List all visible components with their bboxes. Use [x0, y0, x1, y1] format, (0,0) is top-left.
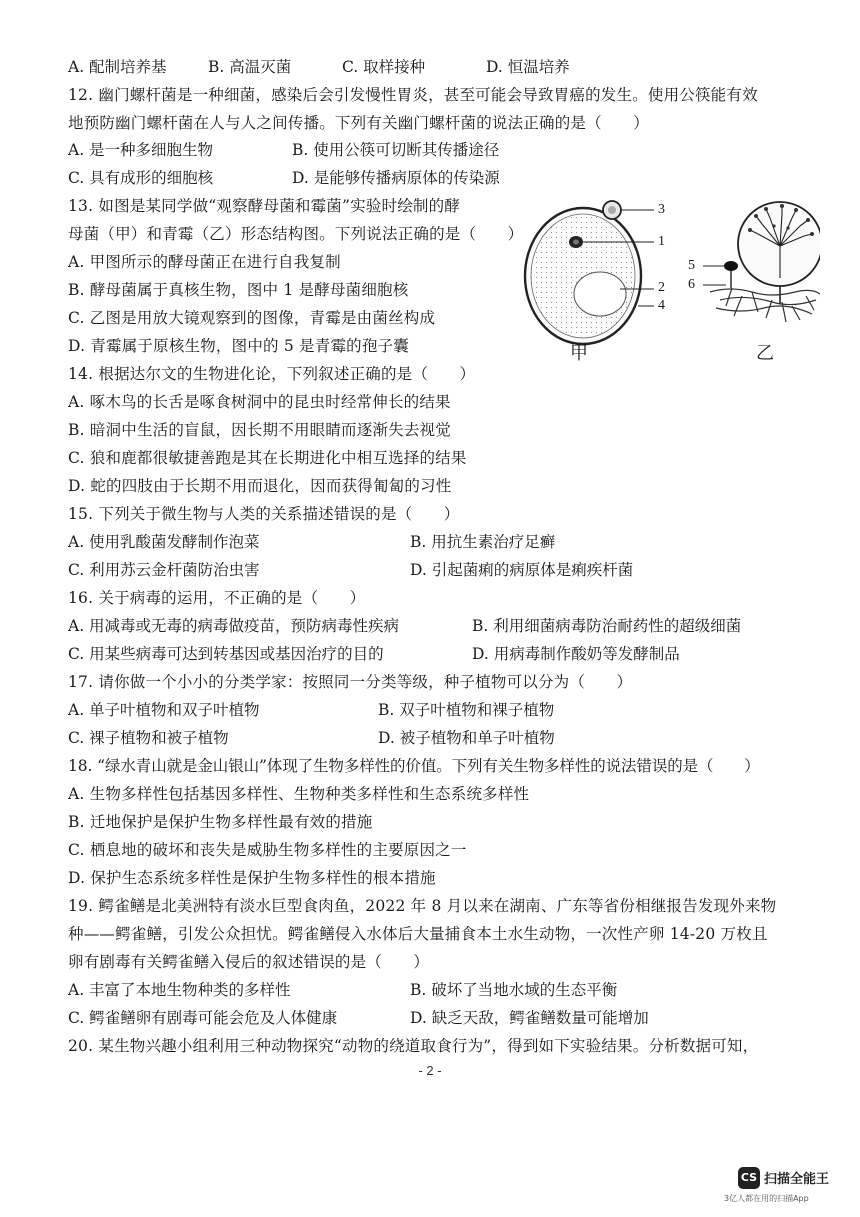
- q18-option-c: C. 栖息地的破坏和丧失是威胁生物多样性的主要原因之一: [68, 841, 467, 859]
- q15-option-b: B. 用抗生素治疗足癣: [410, 533, 556, 551]
- q17-stem: 17. 请你做一个小小的分类学家：按照同一分类等级，种子植物可以分为（ ）: [68, 673, 633, 691]
- q16-option-c: C. 用某些病毒可达到转基因或基因治疗的目的: [68, 645, 384, 663]
- q16-stem: 16. 关于病毒的运用，不正确的是（ ）: [68, 589, 366, 607]
- yeast-cell: [525, 208, 641, 344]
- q17-option-d: D. 被子植物和单子叶植物: [378, 729, 555, 747]
- q11-option-a: A. 配制培养基: [68, 58, 167, 76]
- q13-option-a: A. 甲图所示的酵母菌正在进行自我复制: [68, 253, 341, 271]
- q18-stem: 18. “绿水青山就是金山银山”体现了生物多样性的价值。下列有关生物多样性的说法错误的是（ ）: [68, 757, 760, 775]
- q17-option-a: A. 单子叶植物和双子叶植物: [68, 701, 260, 719]
- q11-option-c: C. 取样接种: [342, 58, 426, 76]
- q11-options: [68, 56, 800, 78]
- watermark-app-name: 扫描全能王: [764, 1172, 830, 1187]
- q15-options-row1: [68, 531, 800, 553]
- q12-stem-line2: 地预防幽门螺杆菌在人与人之间传播。下列有关幽门螺杆菌的说法正确的是（ ）: [68, 114, 649, 132]
- q17-options-row1: [68, 699, 800, 721]
- q13-stem-line1: 13. 如图是某同学做“观察酵母菌和霉菌”实验时绘制的酵: [68, 197, 461, 215]
- q15-option-a: A. 使用乳酸菌发酵制作泡菜: [68, 533, 260, 551]
- q16-options-row2: [68, 643, 800, 665]
- q11-option-d: D. 恒温培养: [486, 58, 570, 76]
- q12-options-row2: [68, 167, 800, 189]
- q15-option-d: D. 引起菌痢的病原体是痢疾杆菌: [410, 561, 634, 579]
- q19-option-c: C. 鳄雀鳝卵有剧毒可能会危及人体健康: [68, 1009, 338, 1027]
- q16-option-d: D. 用病毒制作酸奶等发酵制品: [472, 645, 680, 663]
- figure-label-3: 3: [658, 202, 665, 217]
- q18-option-d: D. 保护生态系统多样性是保护生物多样性的根本措施: [68, 869, 436, 887]
- q14-option-b: B. 暗洞中生活的盲鼠，因长期不用眼睛而逐渐失去视觉: [68, 421, 451, 439]
- q13-option-d: D. 青霉属于原核生物，图中的 5 是青霉的孢子囊: [68, 337, 409, 355]
- q18-option-a: A. 生物多样性包括基因多样性、生物种类多样性和生态系统多样性: [68, 785, 530, 803]
- q19-options-row2: [68, 1007, 800, 1029]
- figure-label-2: 2: [658, 280, 665, 295]
- q12-option-a: A. 是一种多细胞生物: [68, 141, 214, 159]
- q16-options-row1: [68, 615, 800, 637]
- figure-label-5: 5: [688, 258, 695, 273]
- q13-stem-line2: 母菌（甲）和青霉（乙）形态结构图。下列说法正确的是（ ）: [68, 225, 524, 243]
- q12-stem-line1: 12. 幽门螺杆菌是一种细菌，感染后会引发慢性胃炎，甚至可能会导致胃癌的发生。使用公筷能有效: [68, 86, 758, 104]
- q19-stem-line3: 卵有剧毒有关鳄雀鳝入侵后的叙述错误的是（ ）: [68, 953, 430, 971]
- q19-option-d: D. 缺乏天敌，鳄雀鳝数量可能增加: [410, 1009, 649, 1027]
- scanner-watermark: [718, 1167, 838, 1207]
- q14-option-c: C. 狼和鹿都很敏捷善跑是其在长期进化中相互选择的结果: [68, 449, 467, 467]
- q13-figure: [520, 196, 820, 366]
- q17-options-row2: [68, 727, 800, 749]
- q19-stem-line1: 19. 鳄雀鳝是北美洲特有淡水巨型食肉鱼，2022 年 8 月以来在湖南、广东等省份相继报告发现外来物: [68, 897, 777, 915]
- q12-option-d: D. 是能够传播病原体的传染源: [292, 169, 500, 187]
- watermark-tagline: 3亿人都在用的扫描App: [724, 1194, 809, 1203]
- q17-option-b: B. 双子叶植物和裸子植物: [378, 701, 555, 719]
- q17-option-c: C. 裸子植物和被子植物: [68, 729, 229, 747]
- q12-option-c: C. 具有成形的细胞核: [68, 169, 214, 187]
- figure-label-1: 1: [658, 234, 665, 249]
- q20-stem: 20. 某生物兴趣小组利用三种动物探究“动物的绕道取食行为”，得到如下实验结果。分析数据可知，: [68, 1037, 759, 1055]
- q11-option-b: B. 高温灭菌: [208, 58, 292, 76]
- q12-options-row1: [68, 139, 800, 161]
- q15-options-row2: [68, 559, 800, 581]
- figure-caption-yi: 乙: [756, 343, 774, 364]
- q19-options-row1: [68, 979, 800, 1001]
- q19-option-a: A. 丰富了本地生物种类的多样性: [68, 981, 291, 999]
- penicillium: [710, 202, 820, 322]
- q13-figure-drawing: [520, 196, 820, 366]
- q15-stem: 15. 下列关于微生物与人类的关系描述错误的是（ ）: [68, 505, 460, 523]
- yeast-bud: [603, 201, 621, 219]
- q13-option-c: C. 乙图是用放大镜观察到的图像，青霉是由菌丝构成: [68, 309, 436, 327]
- q16-option-b: B. 利用细菌病毒防治耐药性的超级细菌: [472, 617, 742, 635]
- q15-option-c: C. 利用苏云金杆菌防治虫害: [68, 561, 260, 579]
- q13-option-b: B. 酵母菌属于真核生物，图中 1 是酵母菌细胞核: [68, 281, 409, 299]
- figure-caption-jia: 甲: [570, 343, 588, 364]
- q16-option-a: A. 用减毒或无毒的病毒做疫苗，预防病毒性疾病: [68, 617, 400, 635]
- page-number: - 2 -: [418, 1063, 442, 1078]
- q14-option-a: A. 啄木鸟的长舌是啄食树洞中的昆虫时经常伸长的结果: [68, 393, 451, 411]
- q18-option-b: B. 迁地保护是保护生物多样性最有效的措施: [68, 813, 373, 831]
- q14-option-d: D. 蛇的四肢由于长期不用而退化，因而获得匍匐的习性: [68, 477, 452, 495]
- camscanner-logo-icon: CS: [738, 1167, 760, 1189]
- q12-option-b: B. 使用公筷可切断其传播途径: [292, 141, 500, 159]
- q19-option-b: B. 破坏了当地水域的生态平衡: [410, 981, 618, 999]
- q19-stem-line2: 种——鳄雀鳝，引发公众担忧。鳄雀鳝侵入水体后大量捕食本土水生动物，一次性产卵 14-20 万枚且: [68, 925, 768, 943]
- q14-stem: 14. 根据达尔文的生物进化论，下列叙述正确的是（ ）: [68, 365, 476, 383]
- figure-label-4: 4: [658, 298, 665, 313]
- figure-label-6: 6: [688, 277, 695, 292]
